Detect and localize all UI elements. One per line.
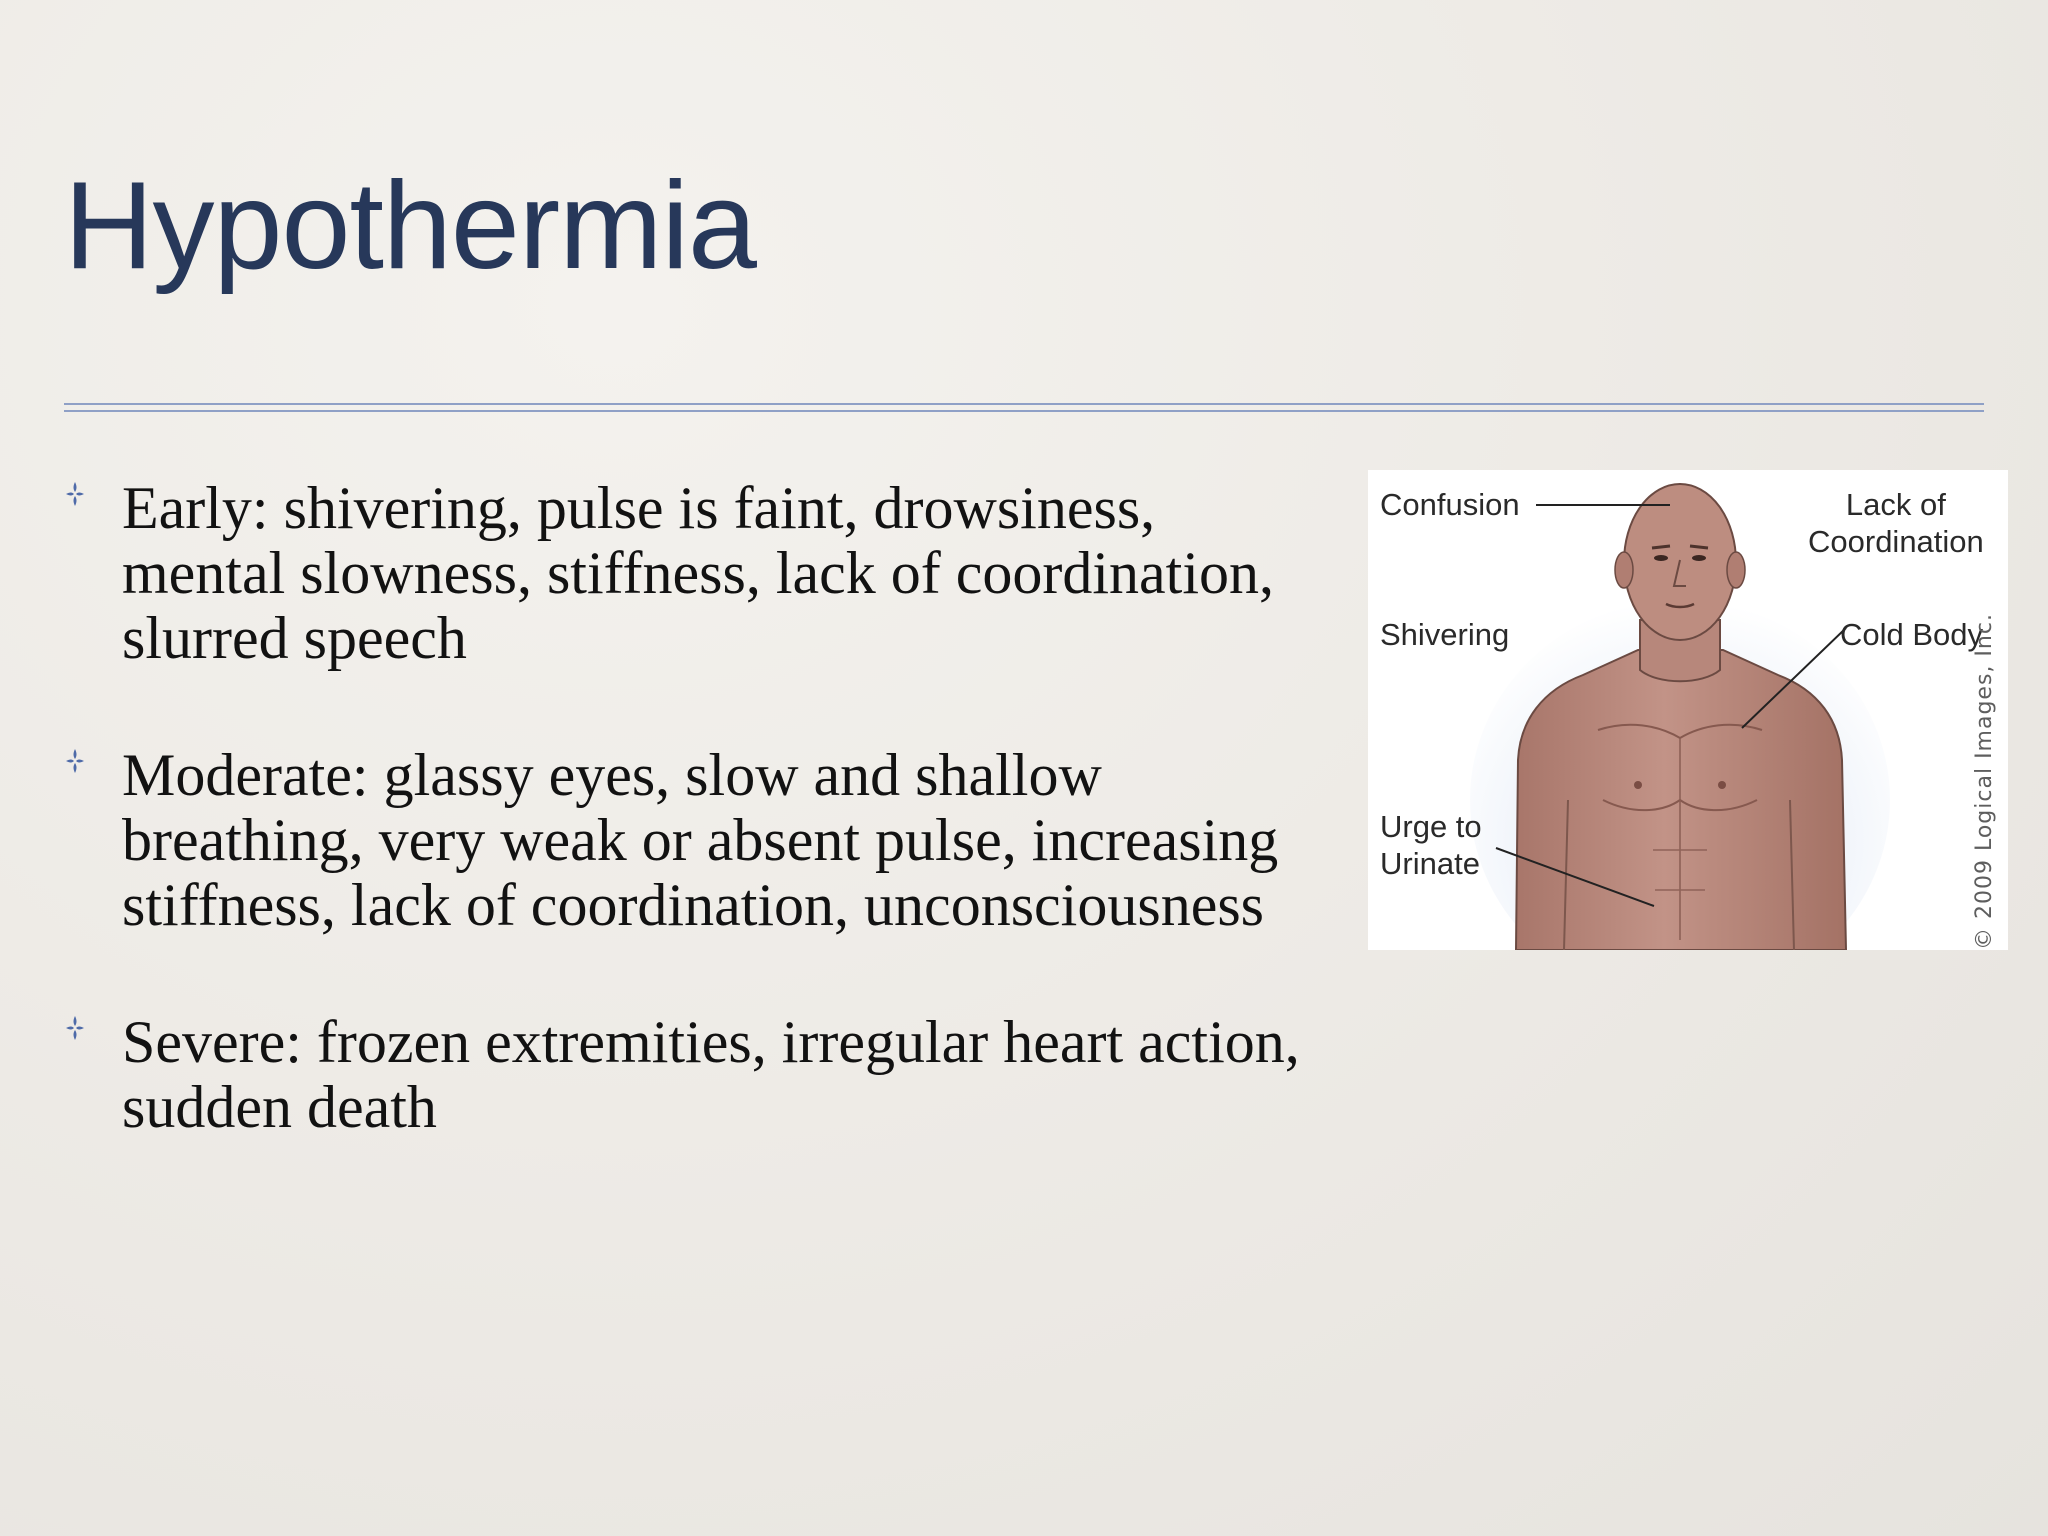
label-cold-body: Cold Body bbox=[1840, 617, 1984, 652]
bullet-early bbox=[64, 476, 1304, 671]
bullet-list bbox=[64, 476, 1304, 1212]
cross-flower-bullet-icon bbox=[64, 1014, 86, 1042]
bullet-text: Moderate: glassy eyes, slow and shallow breathing, very weak or absent pulse, increasing stiffness, lack of coordination, unconsciousness bbox=[122, 742, 1279, 938]
label-urge-to-urinate: Urge to Urinate bbox=[1380, 809, 1482, 881]
title-divider bbox=[64, 403, 1984, 412]
label-shivering: Shivering bbox=[1380, 617, 1510, 652]
label-lack-of-coordination: Lack of Coordination bbox=[1808, 487, 1984, 559]
bullet-text: Early: shivering, pulse is faint, drowsiness, mental slowness, stiffness, lack of coordination, slurred speech bbox=[122, 475, 1275, 671]
copyright-credit: © 2009 Logical Images, Inc. bbox=[1972, 613, 1997, 950]
cross-flower-bullet-icon bbox=[64, 480, 86, 508]
slide-title: Hypothermia bbox=[64, 157, 756, 295]
cross-flower-bullet-icon bbox=[64, 747, 86, 775]
bullet-text: Severe: frozen extremities, irregular heart action, sudden death bbox=[122, 1009, 1300, 1140]
bullet-severe bbox=[64, 1010, 1304, 1140]
label-confusion: Confusion bbox=[1380, 487, 1520, 522]
hypothermia-illustration bbox=[1368, 470, 2008, 950]
bullet-moderate bbox=[64, 743, 1304, 938]
